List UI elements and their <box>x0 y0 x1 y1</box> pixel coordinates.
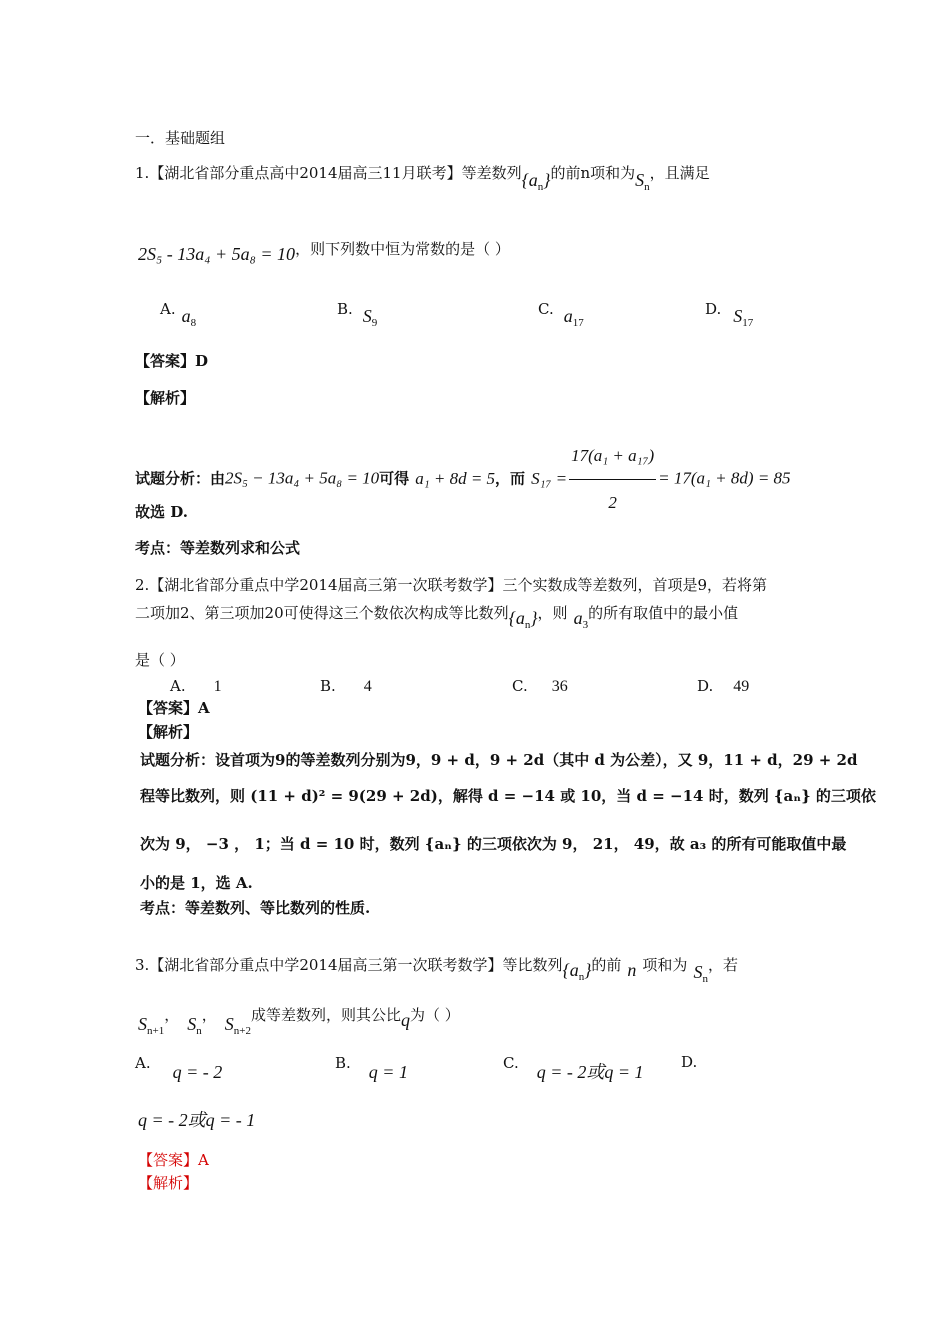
q2-line-1: 2.【湖北省部分重点中学2014届高三第一次联考数学】三个实数成等差数列，首项是9，若将第 <box>135 576 768 594</box>
q-symbol: q <box>400 1010 410 1030</box>
q2-analysis-line-3: 次为 9， −3 ， 1；当 d = 10 时，数列 {aₙ} 的三项依次为 9， 21， 49，故 a₃ 的所有可能取值中最 <box>140 835 847 853</box>
q2-text: 的所有取值中的最小值 <box>588 604 739 622</box>
q3-option-d-value: q = - 2或q = - 1 <box>138 1110 256 1130</box>
q2-option-a[interactable] <box>170 676 222 697</box>
answer-value: A <box>198 699 210 717</box>
sequence-symbol: $\{a_n\}$ <box>562 960 592 983</box>
option-label: D. <box>697 677 714 695</box>
answer-label: 【答案】 <box>138 1151 199 1169</box>
s-n-symbol: $S_n$ <box>187 1014 202 1037</box>
q3-text: 3.【湖北省部分重点中学2014届高三第一次联考数学】等比数列 <box>135 956 563 974</box>
q1-option-b[interactable] <box>337 298 378 329</box>
option-label: A. <box>160 300 176 318</box>
option-value: $S_9$ <box>362 306 378 329</box>
q1-option-a[interactable] <box>160 298 197 329</box>
analysis-equation-2: a₁ + 8d = 5 <box>415 468 496 488</box>
q3-analysis-label: 【解析】 <box>138 1174 199 1192</box>
sum-symbol: $S_n$ <box>693 962 708 985</box>
q3-text: 成等差数列，则其公比 <box>250 1006 401 1024</box>
option-label: B. <box>320 677 336 695</box>
sequence-symbol: $\{a_n\}$ <box>508 608 538 631</box>
answer-value: A <box>198 1151 209 1169</box>
analysis-equation-1: 2S₅ − 13a₄ + 5a₈ = 10 <box>225 468 380 488</box>
q1-keypoint: 考点：等差数列求和公式 <box>135 539 301 557</box>
option-label: B. <box>337 300 353 318</box>
q1-answer <box>135 351 208 371</box>
question-1-number: 1. <box>135 164 150 182</box>
q2-line-2 <box>135 602 738 629</box>
option-label: C. <box>512 677 528 695</box>
question-1-text-c: ，且满足 <box>649 164 710 182</box>
answer-label: 【答案】 <box>138 699 199 717</box>
q3-text: 项和为 <box>642 956 688 974</box>
q3-line-1 <box>135 954 738 985</box>
answer-label: 【答案】 <box>135 352 196 370</box>
option-value: 1 <box>213 678 222 695</box>
sum-symbol: $S_n$ <box>635 170 650 193</box>
q2-option-c[interactable] <box>512 676 568 697</box>
q2-analysis-label: 【解析】 <box>138 723 199 741</box>
q3-option-a[interactable] <box>135 1052 223 1082</box>
option-value: 49 <box>733 678 750 695</box>
analysis-text: 可得 <box>379 469 410 488</box>
question-1-text-a: 等差数列 <box>461 164 522 182</box>
q2-line-3: 是（ ） <box>135 651 185 669</box>
question-1-source: 【湖北省部分重点高中2014届高三11月联考】 <box>149 164 462 182</box>
q2-keypoint: 考点：等差数列、等比数列的性质. <box>140 899 371 917</box>
analysis-s17: S₁₇ = <box>531 468 568 488</box>
q2-analysis-line-2: 程等比数列，则 (11 + d)² = 9(29 + 2d)，解得 d = −14 或 10，当 d = −14 时，数列 {aₙ} 的三项依 <box>140 787 876 805</box>
option-value: q = - 2 <box>172 1062 223 1082</box>
q1-analysis <box>135 434 791 525</box>
condition-equation: 2S₅ - 13a₄ + 5a₈ = 10 <box>138 244 296 264</box>
q1-analysis-label: 【解析】 <box>135 389 196 407</box>
option-value: $S_{17}$ <box>733 306 754 329</box>
q3-option-b[interactable] <box>335 1052 408 1082</box>
fraction-numerator: 17(a₁ + a₁₇) <box>569 434 656 480</box>
q3-text: 的前 <box>591 956 622 974</box>
question-1-condition-line <box>138 240 510 265</box>
q2-option-b[interactable] <box>320 676 372 697</box>
q1-conclusion: 故选 D. <box>135 503 188 521</box>
answer-value: D <box>195 352 209 370</box>
sequence-symbol: $\{a_n\}$ <box>521 170 551 193</box>
section-title: 一．基础题组 <box>135 129 226 147</box>
fraction <box>569 434 656 525</box>
q3-option-d-label[interactable]: D. <box>681 1053 698 1071</box>
q1-option-c[interactable] <box>538 298 584 329</box>
q2-option-d[interactable] <box>697 676 749 697</box>
q2-analysis-line-1: 试题分析：设首项为9的等差数列分别为9，9 + d，9 + 2d（其中 d 为公差），又 9，11 + d，29 + 2d <box>140 751 858 769</box>
option-value: $a_{17}$ <box>563 306 584 329</box>
question-1-stem <box>135 162 710 193</box>
q2-analysis-line-4: 小的是 1，选 A. <box>140 874 253 892</box>
q2-text: 二项加2、第三项加20可使得这三个数依次构成等比数列 <box>135 604 509 622</box>
q3-answer <box>138 1150 209 1170</box>
option-label: C. <box>503 1054 519 1072</box>
a3-symbol: $a_3$ <box>573 608 589 631</box>
option-value: $a_8$ <box>181 306 197 329</box>
q1-option-d[interactable] <box>705 298 754 329</box>
q3-text: ，若 <box>707 956 738 974</box>
q2-text: ，则 <box>537 604 568 622</box>
q3-option-c[interactable] <box>503 1052 644 1082</box>
s-n2-symbol: $S_{n+2}$ <box>224 1014 251 1037</box>
option-value: 36 <box>551 678 568 695</box>
option-value: q = 1 <box>368 1062 408 1082</box>
analysis-equation-3: = 17(a₁ + 8d) = 85 <box>658 468 791 488</box>
option-label: C. <box>538 300 554 318</box>
option-value: 4 <box>363 678 372 695</box>
option-label: A. <box>170 677 186 695</box>
s-n1-symbol: $S_{n+1}$ <box>138 1014 165 1037</box>
fraction-denominator: 2 <box>608 493 617 512</box>
question-1-text-d: ，则下列数中恒为常数的是（ ） <box>295 240 510 258</box>
q3-text: 为（ ） <box>409 1006 460 1024</box>
analysis-prefix: 试题分析：由 <box>135 469 226 488</box>
q2-answer <box>138 698 210 718</box>
option-label: B. <box>335 1054 351 1072</box>
n-symbol: n <box>627 960 637 980</box>
option-value: q = - 2或q = 1 <box>536 1062 644 1082</box>
question-1-text-b: 的前n项和为 <box>550 164 636 182</box>
q3-line-2: $S_{n+1}$， $S_n$， $S_{n+2}$成等差数列，则其公比q为（ ） <box>138 1006 460 1037</box>
option-label: A. <box>135 1054 151 1072</box>
analysis-text: ，而 <box>495 469 526 488</box>
option-label: D. <box>705 300 722 318</box>
